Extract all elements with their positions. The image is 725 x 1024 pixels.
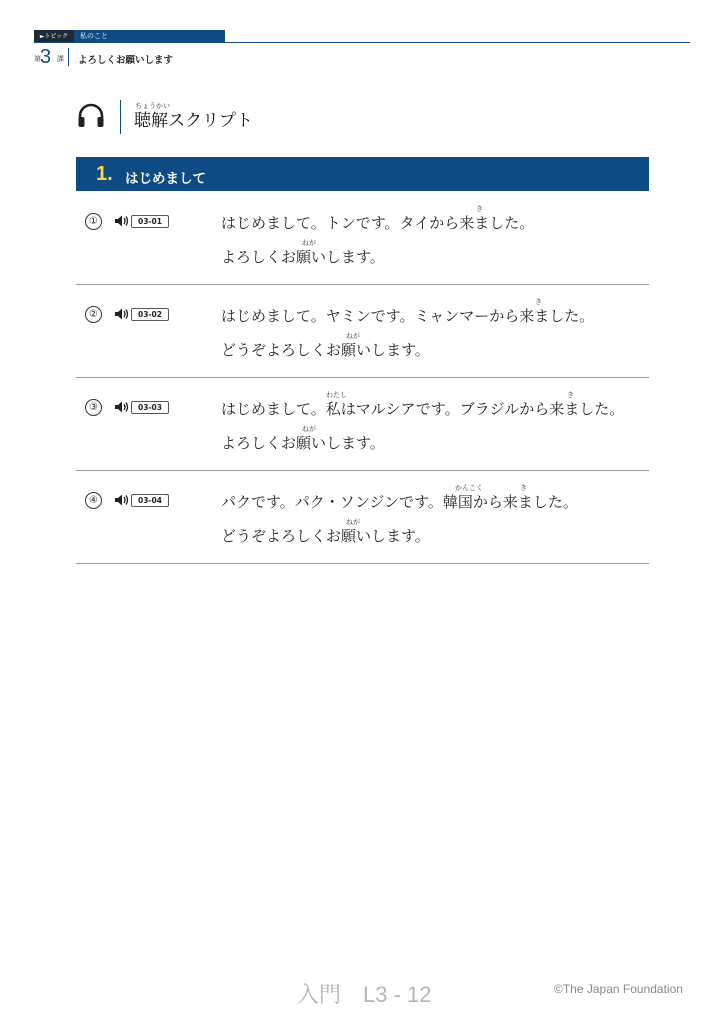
audio-track-label[interactable]: 03-01 — [131, 215, 169, 228]
furigana: ねが — [302, 239, 316, 247]
lesson-title: よろしくお願いします — [78, 55, 174, 66]
script-line-2: どうぞよろしくお願いします。 — [221, 341, 430, 359]
script-line-1: はじめまして。トンです。タイから来ました。 — [221, 214, 535, 232]
script-item — [76, 377, 649, 471]
furigana: かんこく — [455, 484, 483, 492]
header-divider — [34, 42, 690, 43]
band-title: はじめまして — [125, 171, 206, 187]
script-line-1: はじめまして。私はマルシアです。ブラジルから来ました。 — [221, 400, 625, 418]
script-line-2: よろしくお願いします。 — [221, 248, 385, 266]
headphones-icon — [76, 101, 106, 131]
section-ruby: ちょうかい — [135, 102, 170, 110]
audio-track-label[interactable]: 03-04 — [131, 494, 169, 507]
audio-track-label[interactable]: 03-03 — [131, 401, 169, 414]
furigana: ねが — [302, 425, 316, 433]
furigana: ねが — [346, 332, 360, 340]
script-line-1: パクです。パク・ソンジンです。韓国から来ました。 — [221, 493, 578, 511]
lesson-suffix: 課 — [57, 55, 64, 63]
furigana: ねが — [346, 518, 360, 526]
lesson-prefix: 第 — [34, 55, 41, 63]
speaker-icon[interactable] — [114, 492, 130, 508]
script-item — [76, 284, 649, 378]
script-line-2: どうぞよろしくお願いします。 — [221, 527, 430, 545]
section-title: 聴解スクリプト — [134, 111, 253, 131]
furigana: き — [476, 205, 483, 213]
script-item — [76, 470, 649, 564]
lesson-divider — [68, 48, 69, 66]
copyright: ©The Japan Foundation — [554, 982, 683, 996]
speaker-icon[interactable] — [114, 399, 130, 415]
item-number: ③ — [85, 399, 102, 416]
item-number: ② — [85, 306, 102, 323]
lesson-number: 3 — [40, 46, 52, 68]
audio-track-label[interactable]: 03-02 — [131, 308, 169, 321]
script-line-2: よろしくお願いします。 — [221, 434, 385, 452]
topic-tag: ►トピック — [34, 30, 74, 43]
section-band — [76, 157, 649, 191]
item-number: ④ — [85, 492, 102, 509]
script-line-1: はじめまして。ヤミンです。ミャンマーから来ました。 — [221, 307, 595, 325]
item-number: ① — [85, 213, 102, 230]
script-item — [76, 191, 649, 285]
furigana: わたし — [326, 391, 347, 399]
section-divider — [120, 100, 121, 134]
page-label: 入門 L3 - 12 — [297, 982, 432, 1007]
band-number: 1. — [96, 163, 113, 185]
furigana: き — [535, 298, 542, 306]
speaker-icon[interactable] — [114, 306, 130, 322]
speaker-icon[interactable] — [114, 213, 130, 229]
furigana: き — [520, 484, 527, 492]
topic-name: 私のこと — [74, 30, 225, 43]
furigana: き — [567, 391, 574, 399]
